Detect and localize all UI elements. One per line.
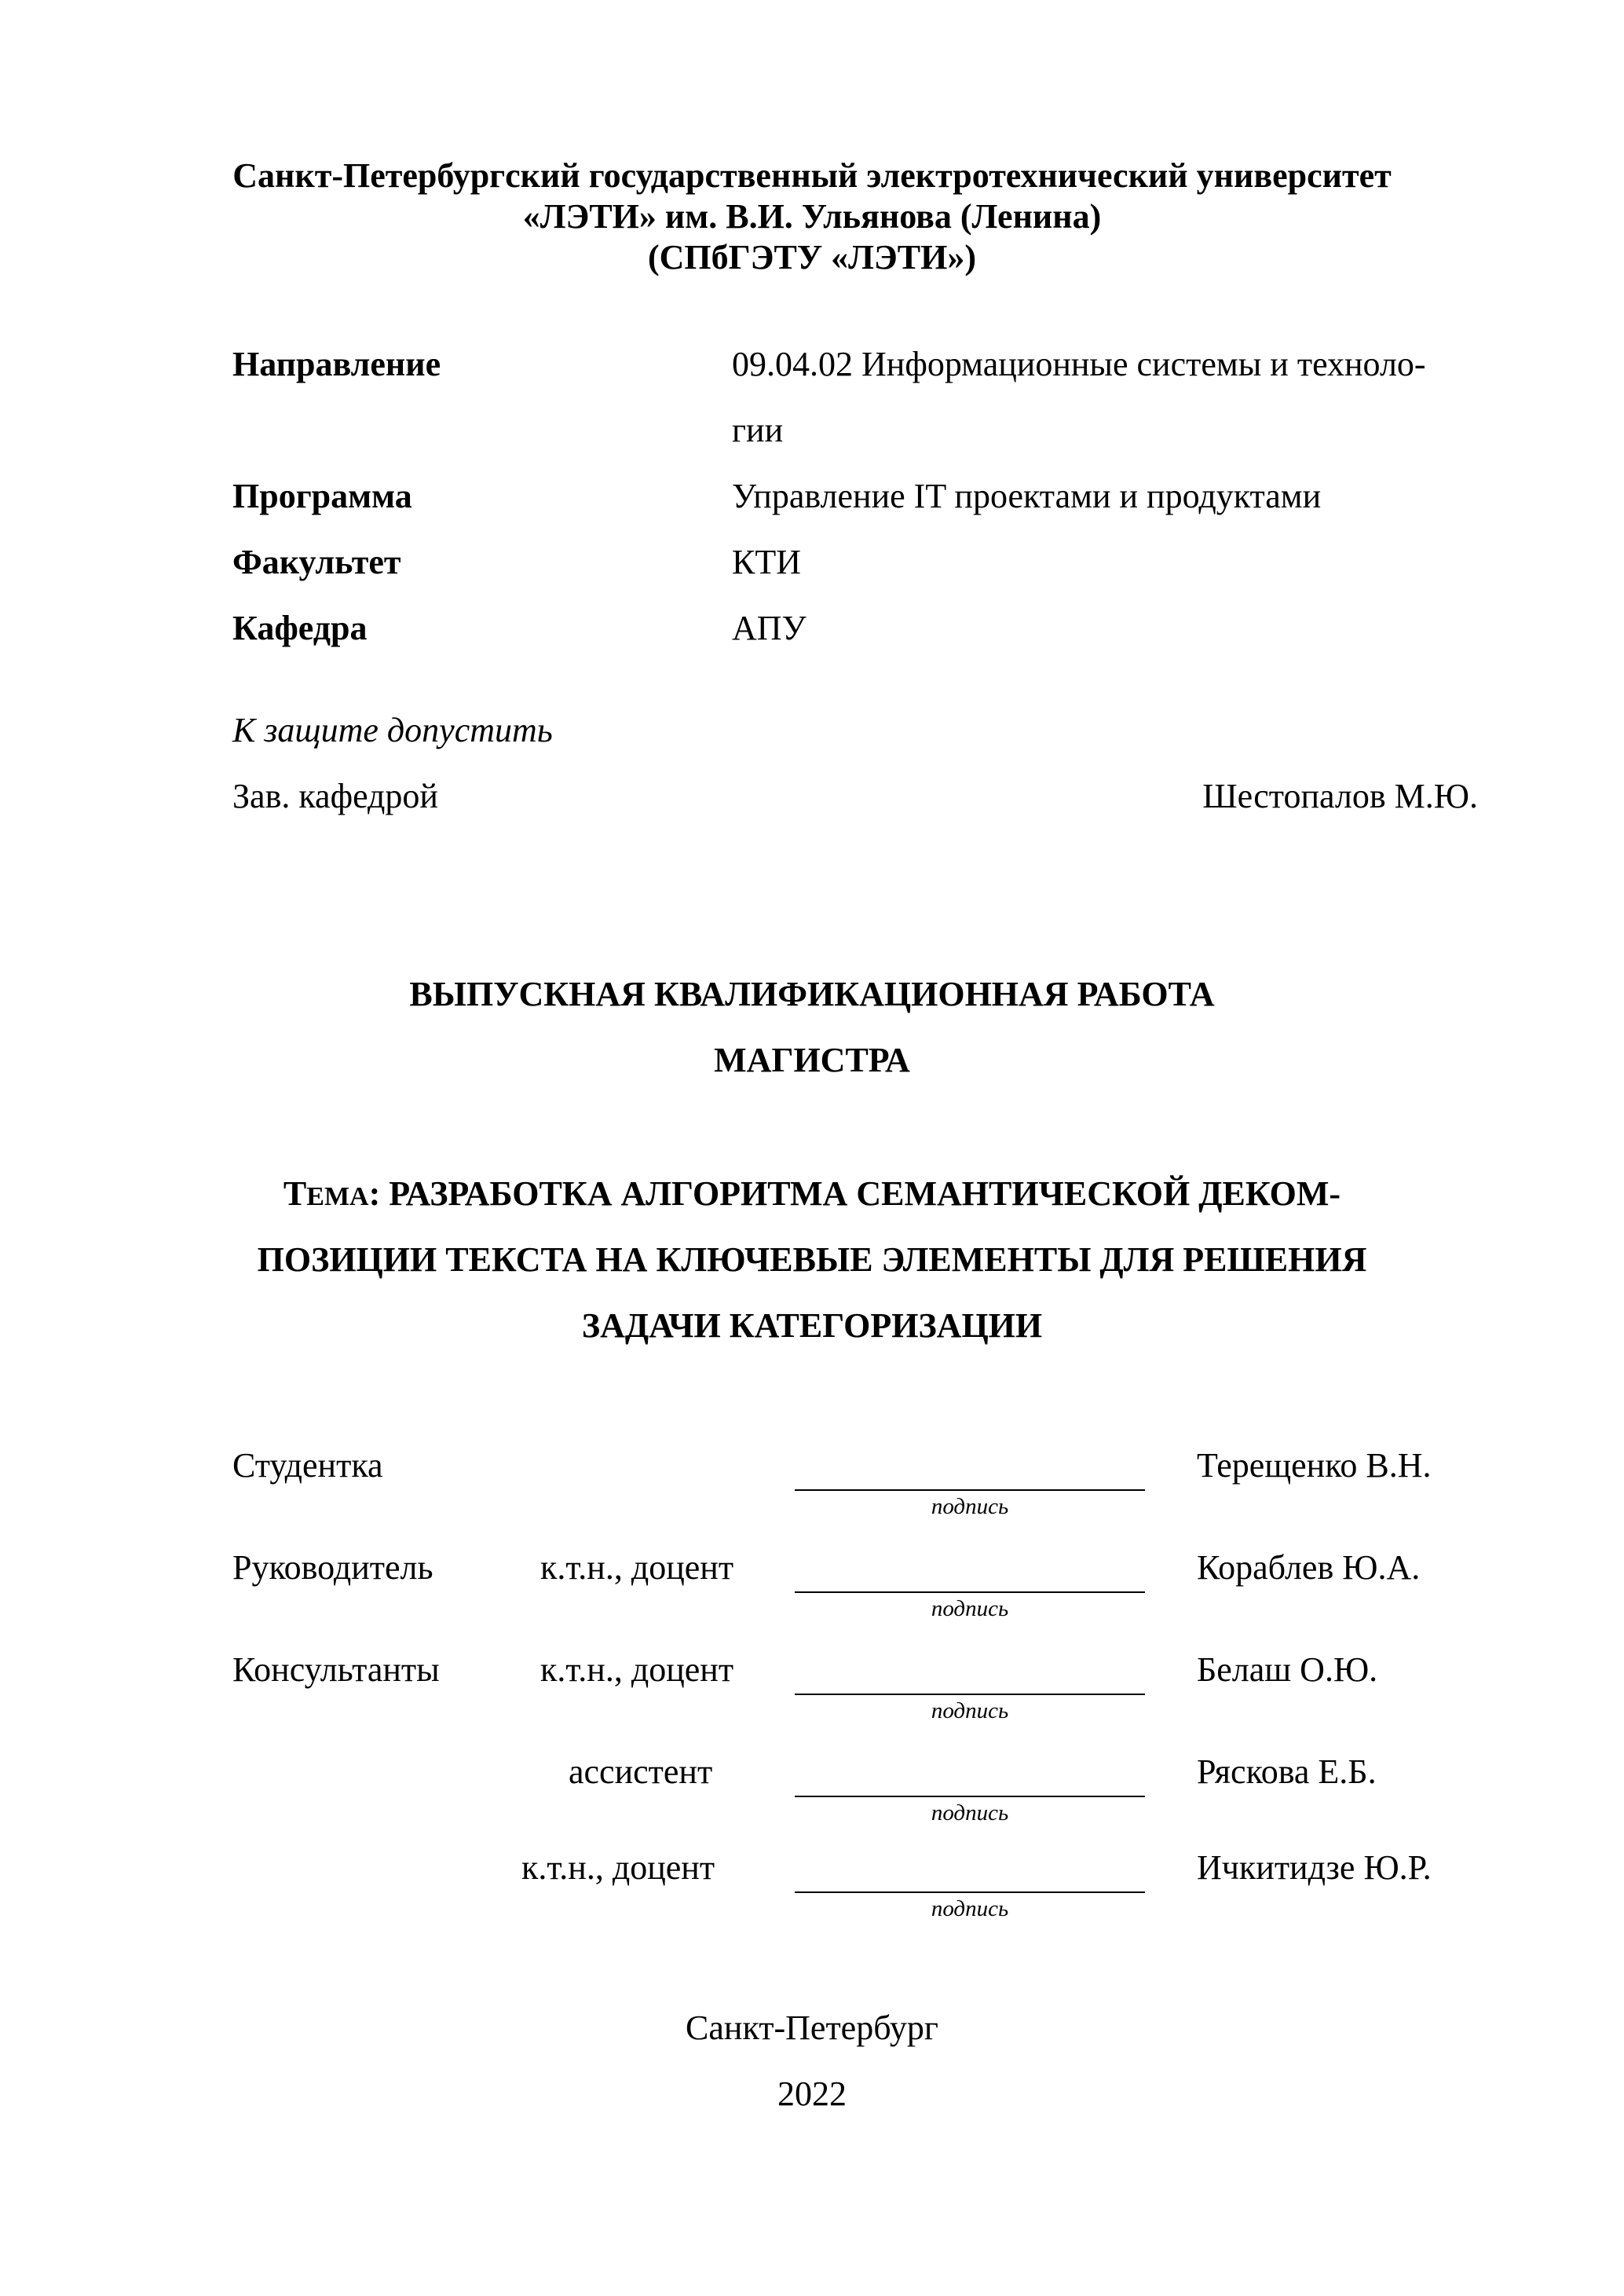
signature-caption-4: подпись: [931, 1800, 1009, 1825]
direction-value: 09.04.02 Информационные системы и техноло-: [732, 345, 1426, 383]
defense-approval: К защите допустить: [232, 711, 553, 749]
topic-line-2: ПОЗИЦИИ ТЕКСТА НА КЛЮЧЕВЫЕ ЭЛЕМЕНТЫ ДЛЯ РЕШЕНИЯ: [257, 1240, 1367, 1279]
consultant-3-name: Ичкитидзе Ю.Р.: [1197, 1848, 1432, 1887]
head-of-department-name: Шестопалов М.Ю.: [1202, 777, 1478, 815]
topic-prefix: ТЕМА: [283, 1174, 369, 1213]
year: 2022: [777, 2074, 847, 2113]
consultant-3-title: к.т.н., доцент: [521, 1848, 715, 1887]
signature-line-1: [795, 1489, 1145, 1491]
direction-value-continued: гии: [732, 411, 784, 449]
head-of-department-label: Зав. кафедрой: [232, 777, 438, 815]
faculty-value: КТИ: [732, 543, 801, 581]
program-value: Управление IT проектами и продуктами: [732, 477, 1322, 515]
role-supervisor: Руководитель: [232, 1548, 433, 1587]
role-consultants: Консультанты: [232, 1650, 440, 1689]
consultant-1-name: Белаш О.Ю.: [1197, 1650, 1378, 1689]
city: Санкт-Петербург: [686, 2009, 938, 2047]
university-abbreviation: (СПбГЭТУ «ЛЭТИ»): [648, 238, 976, 276]
topic-line-1: ТЕМА: РАЗРАБОТКА АЛГОРИТМА СЕМАНТИЧЕСКОЙ ДЕКОМ-: [283, 1174, 1341, 1213]
signature-caption-1: подпись: [931, 1494, 1009, 1519]
signature-line-3: [795, 1694, 1145, 1695]
department-label: Кафедра: [232, 609, 368, 647]
work-title-line-1: ВЫПУСКНАЯ КВАЛИФИКАЦИОННАЯ РАБОТА: [409, 975, 1215, 1013]
work-title-line-2: МАГИСТРА: [714, 1041, 910, 1079]
faculty-label: Факультет: [232, 543, 401, 581]
signature-caption-3: подпись: [931, 1698, 1009, 1723]
role-student: Студентка: [232, 1446, 383, 1485]
supervisor-title: к.т.н., доцент: [540, 1548, 734, 1587]
consultant-2-title: ассистент: [569, 1752, 713, 1791]
consultant-2-name: Ряскова Е.Б.: [1197, 1752, 1377, 1791]
topic-line-3: ЗАДАЧИ КАТЕГОРИЗАЦИИ: [581, 1306, 1043, 1345]
signature-line-2: [795, 1591, 1145, 1593]
consultant-1-title: к.т.н., доцент: [540, 1650, 734, 1689]
university-name-line-1: Санкт-Петербургский государственный электротехнический университет: [232, 156, 1392, 195]
university-name-line-2: «ЛЭТИ» им. В.И. Ульянова (Ленина): [522, 197, 1102, 236]
signature-caption-2: подпись: [931, 1596, 1009, 1621]
signature-line-4: [795, 1796, 1145, 1797]
signature-caption-5: подпись: [931, 1896, 1009, 1921]
signature-line-5: [795, 1891, 1145, 1893]
student-name: Терещенко В.Н.: [1197, 1446, 1432, 1485]
direction-label: Направление: [232, 345, 441, 383]
supervisor-name: Кораблев Ю.А.: [1197, 1548, 1421, 1587]
department-value: АПУ: [732, 609, 807, 647]
program-label: Программа: [232, 477, 412, 515]
